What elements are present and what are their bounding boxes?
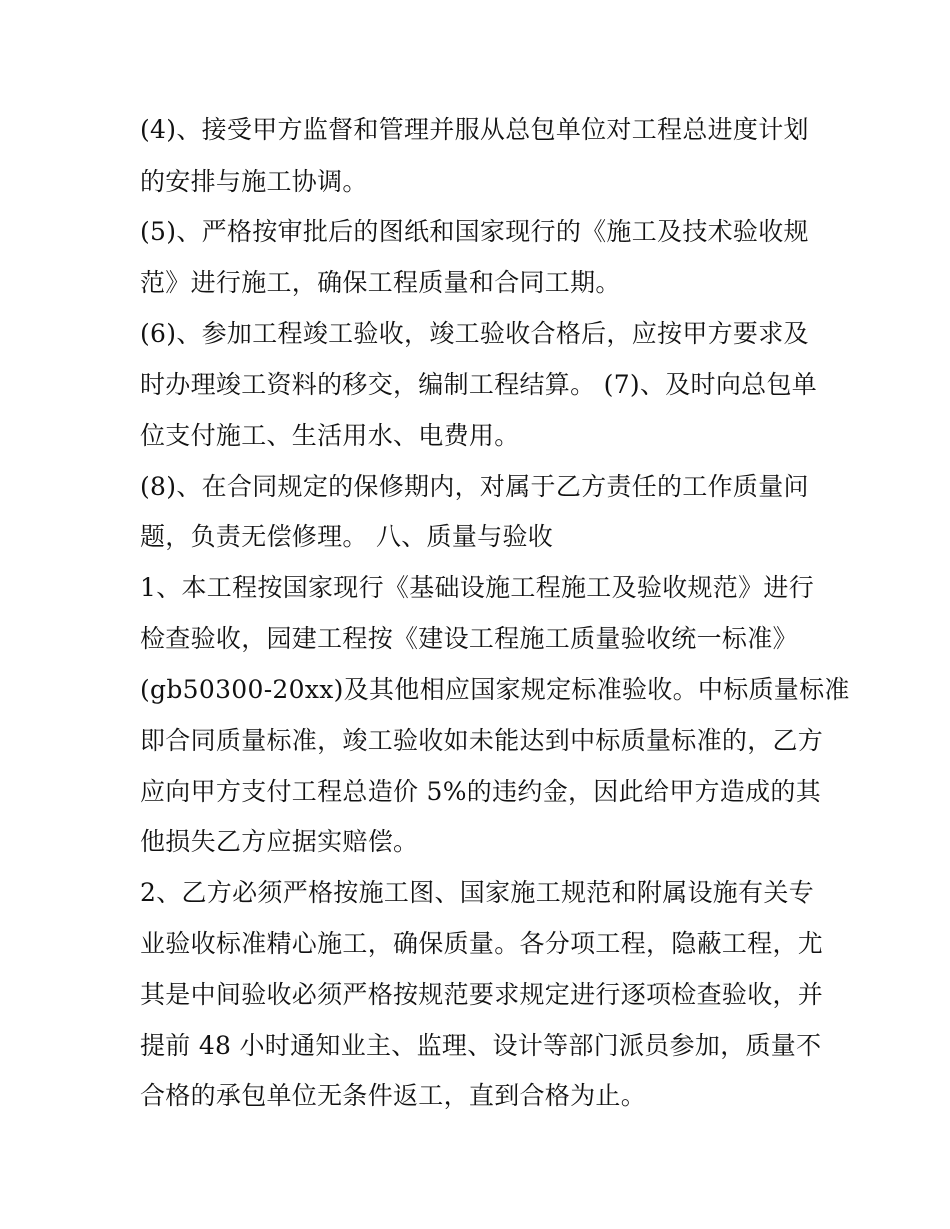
text-line: 应向甲方支付工程总造价 5%的违约金，因此给甲方造成的其 xyxy=(140,777,822,806)
text-line: 他损失乙方应据实赔偿。 xyxy=(140,827,419,856)
text-line: (5)、严格按审批后的图纸和国家现行的《施工及技术验收规 xyxy=(140,217,809,246)
text-line: 业验收标准精心施工，确保质量。各分项工程，隐蔽工程，尤 xyxy=(140,929,824,958)
text-line: (gb50300-20xx)及其他相应国家规定标准验收。中标质量标准 xyxy=(140,675,850,704)
text-line: 时办理竣工资料的移交，编制工程结算。 (7)、及时向总包单 xyxy=(140,370,818,399)
text-line: 合格的承包单位无条件返工，直到合格为止。 xyxy=(140,1081,647,1110)
text-line: 范》进行施工，确保工程质量和合同工期。 xyxy=(140,268,621,297)
text-line: 即合同质量标准，竣工验收如未能达到中标质量标准的，乙方 xyxy=(140,726,824,755)
text-line: 其是中间验收必须严格按规范要求规定进行逐项检查验收，并 xyxy=(140,980,824,1009)
text-line: 2、乙方必须严格按施工图、国家施工规范和附属设施有关专 xyxy=(140,878,815,907)
text-line: 1、本工程按国家现行《基础设施工程施工及验收规范》进行 xyxy=(140,573,815,602)
text-line: (4)、接受甲方监督和管理并服从总包单位对工程总进度计划 xyxy=(140,115,809,144)
text-line: (6)、参加工程竣工验收，竣工验收合格后，应按甲方要求及 xyxy=(140,319,809,348)
text-line: 提前 48 小时通知业主、监理、设计等部门派员参加，质量不 xyxy=(140,1031,822,1060)
text-line: (8)、在合同规定的保修期内，对属于乙方责任的工作质量问 xyxy=(140,472,809,501)
text-line: 题，负责无偿修理。 八、质量与验收 xyxy=(140,522,554,551)
text-line: 位支付施工、生活用水、电费用。 xyxy=(140,421,520,450)
text-line: 检查验收，园建工程按《建设工程施工质量验收统一标准》 xyxy=(140,624,798,653)
text-line: 的安排与施工协调。 xyxy=(140,167,368,196)
